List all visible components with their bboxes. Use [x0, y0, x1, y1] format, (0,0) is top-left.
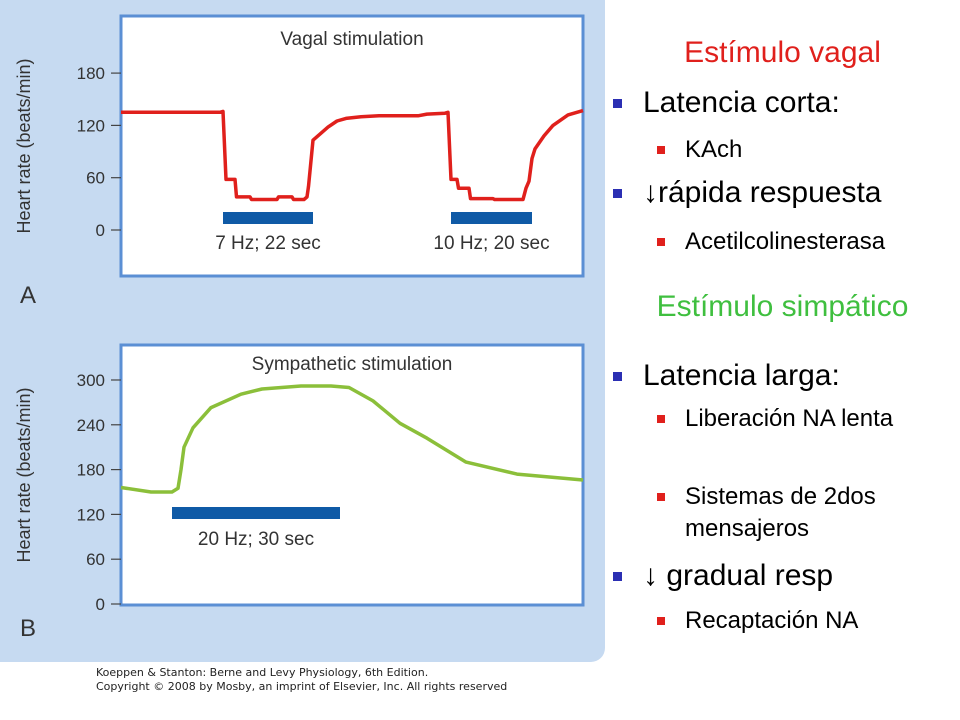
vagal-response-bullet: ↓rápida respuesta — [643, 176, 882, 209]
stimulus-label-1-0: 7 Hz; 22 sec — [215, 233, 321, 254]
vagal-response-sub-bullet: Acetilcolinesterasa — [685, 226, 885, 258]
y-tick-label-2-0: 0 — [95, 595, 105, 614]
y-tick-label-1-0: 0 — [95, 221, 105, 240]
sympathetic-heading: Estímulo simpático — [656, 290, 909, 323]
stimulus-label-1-1: 10 Hz; 20 sec — [433, 233, 550, 254]
y-tick-label-2-3: 180 — [76, 460, 105, 480]
y-tick-label-2-4: 240 — [76, 415, 105, 435]
sympathetic-latency-bullet: Latencia larga: — [643, 359, 840, 392]
stimulus-label-2-0: 20 Hz; 30 sec — [197, 529, 315, 550]
chart-title-2: Sympathetic stimulation — [251, 354, 453, 375]
stimulus-bar-1-1 — [451, 212, 532, 224]
chart-title-1: Vagal stimulation — [280, 29, 424, 50]
sympathetic-sub-bullet-1: Liberación NA lenta — [685, 403, 915, 435]
copyright-credit — [96, 666, 507, 694]
credit-line-2: Copyright © 2008 by Mosby, an imprint of Elsevier, Inc. All rights reserved — [96, 680, 508, 693]
notes-column — [605, 0, 960, 720]
credit-line-1: Koeppen & Stanton: Berne and Levy Physiology, 6th Edition. — [96, 666, 429, 679]
stimulus-bar-1-0 — [223, 212, 313, 224]
sympathetic-sub-bullet-2: Sistemas de 2dos mensajeros — [685, 481, 955, 545]
y-tick-label-2-5: 300 — [76, 370, 105, 390]
vagal-latency-bullet: Latencia corta: — [643, 86, 840, 119]
y-tick-label-1-2: 120 — [76, 116, 105, 136]
y-axis-label-1: Heart rate (beats/min) — [14, 58, 34, 234]
sympathetic-response-sub-bullet: Recaptación NA — [685, 605, 858, 637]
y-tick-label-1-3: 180 — [76, 64, 105, 84]
panel-label-1: A — [20, 282, 37, 309]
y-tick-label-2-2: 120 — [76, 505, 105, 525]
vagal-heading: Estímulo vagal — [684, 36, 881, 69]
stimulus-bar-2-0 — [172, 507, 340, 519]
sympathetic-response-bullet: ↓ gradual resp — [643, 559, 834, 592]
vagal-latency-sub-bullet: KAch — [685, 134, 742, 166]
panel-label-2: B — [20, 615, 37, 642]
y-axis-label-2: Heart rate (beats/min) — [14, 387, 34, 563]
y-tick-label-1-1: 60 — [86, 168, 105, 188]
y-tick-label-2-1: 60 — [86, 550, 105, 570]
